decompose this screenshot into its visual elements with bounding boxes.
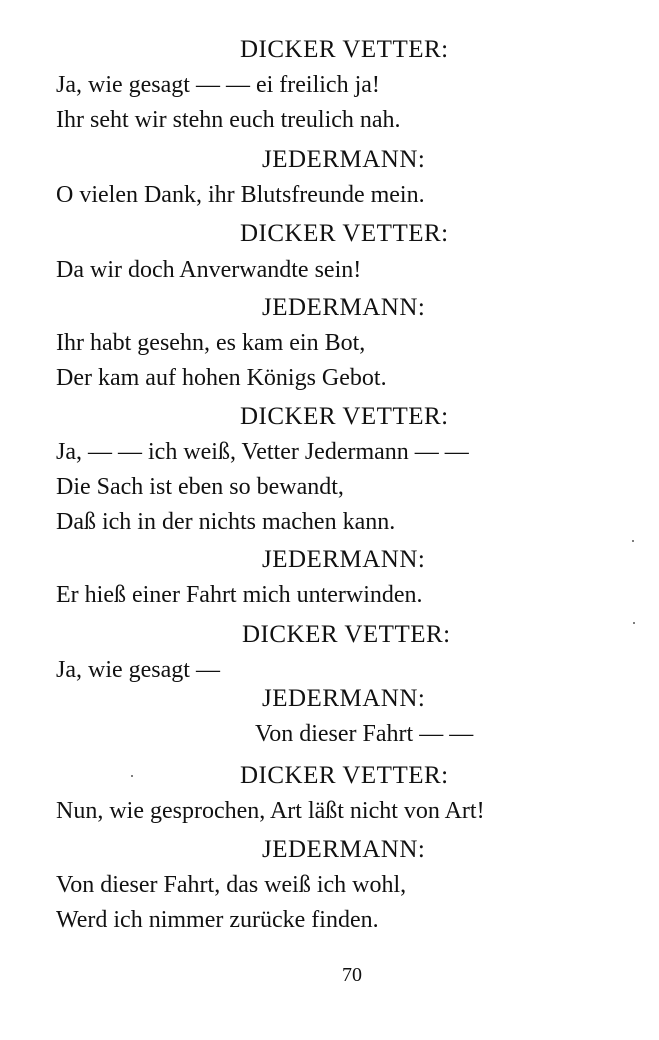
speaker-heading: JEDERMANN: [262,146,426,173]
speaker-heading: JEDERMANN: [262,546,426,573]
page-number: 70 [342,964,362,986]
verse-line: Ja, — — ich weiß, Vetter Jedermann — — [56,439,469,465]
speaker-heading: DICKER VETTER: [240,403,449,430]
verse-line: Ihr seht wir stehn euch treulich nah. [56,107,401,133]
verse-line: Der kam auf hohen Königs Gebot. [56,365,387,391]
verse-line: Ja, wie gesagt — [56,657,220,683]
verse-line: O vielen Dank, ihr Blutsfreunde mein. [56,182,425,208]
verse-line: Daß ich in der nichts machen kann. [56,509,396,535]
verse-line: Nun, wie gesprochen, Art läßt nicht von Art! [56,798,485,824]
verse-line: Er hieß einer Fahrt mich unterwinden. [56,582,423,608]
verse-line: Von dieser Fahrt, das weiß ich wohl, [56,872,407,898]
speaker-heading: JEDERMANN: [262,836,426,863]
speaker-heading: DICKER VETTER: [240,220,449,247]
speaker-heading: JEDERMANN: [262,294,426,321]
speaker-heading: DICKER VETTER: [240,762,449,789]
verse-line: Die Sach ist eben so bewandt, [56,474,344,500]
speaker-heading: JEDERMANN: [262,685,426,712]
verse-line: Da wir doch Anverwandte sein! [56,257,362,283]
verse-line: Ja, wie gesagt — — ei freilich ja! [56,72,380,98]
scan-speck [633,622,635,624]
verse-line: Werd ich nimmer zurücke finden. [56,907,379,933]
scan-speck [131,775,133,777]
scan-speck [632,540,634,542]
verse-line: Von dieser Fahrt — — [255,721,474,747]
speaker-heading: DICKER VETTER: [242,621,451,648]
verse-line: Ihr habt gesehn, es kam ein Bot, [56,330,366,356]
speaker-heading: DICKER VETTER: [240,36,449,63]
